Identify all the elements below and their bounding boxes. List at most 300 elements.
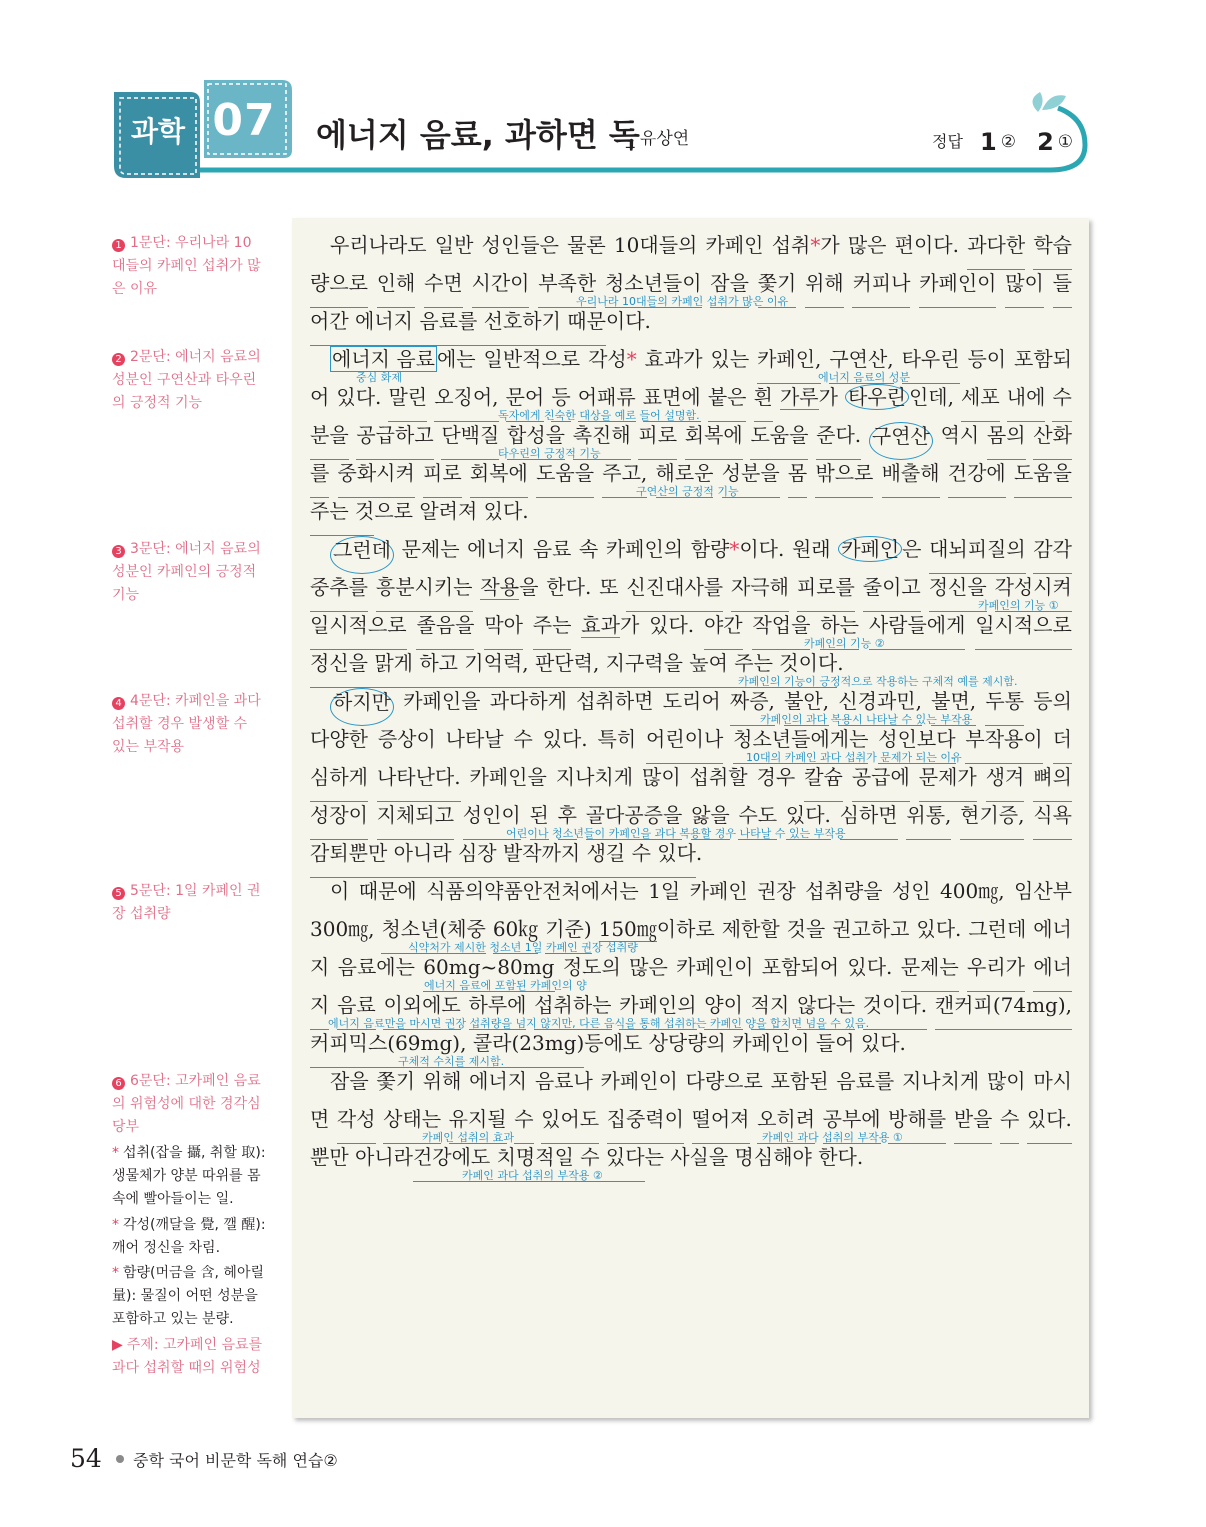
word: 원래	[791, 537, 831, 561]
word: 섭취할	[689, 765, 748, 789]
bullet-icon: 2	[112, 353, 125, 366]
answer-key	[932, 128, 1077, 156]
word: 마시	[1033, 1069, 1072, 1093]
bullet-icon: 3	[112, 545, 125, 558]
word: 등의	[1033, 689, 1072, 713]
passage	[310, 232, 1072, 1182]
underlined-word: 합성을	[507, 422, 565, 460]
underlined-word: 공급에	[852, 764, 910, 802]
word: 성인	[891, 879, 931, 903]
word-part: 가	[818, 385, 838, 409]
word: 특히	[597, 727, 637, 751]
underlined-word: 받을	[954, 1106, 993, 1144]
underlined-word: 된	[530, 802, 549, 840]
underlined-word: 섭취하는	[534, 992, 611, 1030]
word: .	[837, 651, 844, 675]
annotation: 10대의 카페인 과다 섭취가 문제가 되는 이유	[746, 751, 962, 764]
underlined-word: 문제가	[919, 764, 977, 802]
summary-text: 6문단: 고카페인 음료의 위험성에 대한 경각심 당부	[112, 1073, 261, 1135]
underlined-word: 작용	[480, 575, 520, 599]
underlined-word: 유지될	[449, 1106, 507, 1144]
underlined-word: 촉진해	[573, 422, 631, 460]
underlined-word: 도움을	[1014, 460, 1072, 498]
underlined-word: 어패류	[578, 384, 636, 422]
passage-line	[310, 384, 1072, 422]
underlined-word: 양이	[704, 992, 743, 1030]
underlined-word: 산화	[1033, 422, 1072, 460]
theme-note	[112, 1334, 268, 1380]
word: 일반	[434, 233, 474, 257]
vocab-note-3	[112, 1262, 268, 1331]
bullet-icon: 1	[112, 239, 125, 252]
underlined-word: 수도	[738, 802, 777, 840]
word: 제한할	[721, 917, 780, 941]
word: 과다하게	[489, 689, 567, 713]
underlined-word: 커피나	[852, 270, 910, 308]
word	[838, 536, 921, 574]
underlined-word: 60㎏	[493, 916, 538, 954]
underlined-word: 사람들에게	[869, 612, 966, 650]
underlined-word: 과다한	[967, 232, 1025, 270]
underlined-word: 야간	[704, 612, 743, 650]
underlined-word: 수	[1052, 384, 1071, 422]
underlined-word: 건강에	[948, 460, 1006, 498]
annotation: 카페인의 기능 ②	[804, 637, 885, 650]
annotation: 식약처가 제시한 청소년 1일 카페인 권장 섭취량	[408, 941, 638, 954]
word: 면	[310, 1107, 330, 1131]
underlined-word: 위통,	[906, 802, 951, 840]
word: 도리어	[662, 689, 721, 713]
asterisk-icon: *	[112, 1145, 119, 1161]
subject-tag: 과학	[130, 115, 186, 148]
annotation: 카페인 과다 섭취의 부작용 ①	[762, 1131, 903, 1144]
underlined-word: 지체되고	[377, 802, 454, 840]
word: 있다.	[649, 613, 695, 637]
word: 뿐만 아니라	[310, 1145, 413, 1169]
word: 지나치게	[555, 765, 634, 789]
word: 있다.	[916, 917, 962, 941]
underlined-word: 칼슘	[804, 764, 843, 802]
underlined-word: 중화시켜	[338, 460, 415, 498]
word: 정도의	[562, 955, 621, 979]
word: 편이다.	[894, 233, 959, 257]
word: 물론	[567, 233, 606, 257]
underlined-word: 피로를	[797, 574, 855, 612]
passage-line	[310, 751, 1072, 802]
underlined-word: 단백질	[441, 422, 499, 460]
underlined-word: 주는	[533, 612, 572, 650]
word: 우리나라도	[330, 233, 427, 257]
word: 지	[310, 955, 330, 979]
underlined-word: 학습	[1033, 232, 1072, 270]
book-title: 중학 국어 비문학 독해 연습②	[133, 1451, 338, 1470]
word	[691, 536, 785, 574]
underlined-word: 량으로	[310, 270, 368, 308]
word: 많은	[629, 955, 668, 979]
word: .	[695, 841, 703, 865]
circled-word: 그런데	[330, 536, 394, 574]
word: 많이	[642, 765, 681, 789]
word: 섭취하면	[576, 689, 654, 713]
paragraph-summary-1	[112, 232, 264, 301]
underlined-word: 골다공증을	[586, 802, 683, 840]
underlined-word: 내에	[1007, 384, 1046, 422]
underlined-word: 정신을	[929, 574, 987, 612]
word: 300㎎,	[310, 917, 375, 941]
word: 으로 알려져 있다.	[374, 499, 529, 523]
underlined-word: 일시적으로	[975, 612, 1072, 650]
circled-word: 타우린	[845, 384, 909, 410]
word: 위해	[422, 1069, 462, 1093]
note-text: 함량(머금을 含, 헤아릴 量): 물질이 어떤 성분을 포함하고 있는 분량.	[112, 1265, 265, 1327]
underlined-phrase: 어간 에너지 음료를 선호하기 때문	[310, 308, 606, 346]
underlined-word: 성분을	[722, 460, 780, 498]
answer-label: 정답	[932, 132, 963, 151]
word: 포함되	[1014, 347, 1072, 371]
underlined-word: 도움을	[750, 422, 808, 460]
passage-line	[310, 612, 1072, 650]
answer-q1: 1	[980, 128, 997, 156]
underlined-word: 문제는	[901, 954, 959, 992]
underlined-word: 불안,	[784, 688, 829, 726]
word: 다량으로	[685, 1069, 763, 1093]
underlined-word: 적지	[751, 992, 790, 1030]
vocab-note-2	[112, 1214, 268, 1260]
word-part: 이다.	[739, 537, 785, 561]
circled-word: 카페인	[838, 536, 902, 562]
word: 음료	[532, 537, 572, 561]
underlined-word: 가루	[779, 385, 819, 409]
word: 이다.	[605, 309, 651, 333]
underlined-word: 않다는	[797, 992, 855, 1030]
underlined-word: 기준)	[545, 916, 591, 954]
underlined-word: 생겨	[986, 764, 1025, 802]
annotation: 카페인의 기능이 긍정적으로 작용하는 구체적 예를 제시함.	[738, 675, 1018, 688]
underlined-word: 수면	[424, 270, 463, 308]
underlined-word: 구연산,	[829, 346, 893, 384]
word: 에너지	[469, 1069, 528, 1093]
note-text: 각성(깨달을 覺, 깰 醒): 깨어 정신을 차림.	[112, 1217, 266, 1256]
word: 문제는	[401, 537, 460, 561]
underlined-word: 분을	[310, 422, 349, 460]
word: 있다.	[542, 727, 588, 751]
word: 있다.	[847, 955, 893, 979]
underlined-word: 성인보다	[878, 726, 955, 764]
word: 카페인의	[605, 537, 684, 561]
answer-q2: 2	[1037, 128, 1054, 156]
bullet-icon: 6	[112, 1077, 125, 1090]
underlined-word: 음료	[337, 992, 376, 1030]
underlined-word: 준다.	[816, 422, 861, 460]
underlined-word: 몸	[788, 460, 807, 498]
vocab-note-1	[112, 1142, 268, 1211]
word-part: 함량	[690, 537, 730, 561]
word: 10대들의	[613, 233, 698, 257]
underlined-word: 불면,	[931, 688, 976, 726]
passage-line	[310, 232, 1072, 270]
word: 권장	[757, 879, 796, 903]
asterisk-icon: *	[112, 1265, 119, 1281]
word: 포함되어	[761, 955, 840, 979]
underlined-word: 등	[551, 384, 570, 422]
passage-line	[310, 1055, 1072, 1106]
underlined-word: 있다.	[1027, 1106, 1072, 1144]
paragraph-summary-4	[112, 690, 264, 759]
word: 권고하고	[832, 917, 910, 941]
underlined-word: 신경과민,	[838, 688, 922, 726]
underlined-word: 일시적으로	[310, 612, 407, 650]
header-decoration	[0, 0, 1206, 200]
answer-a2: ①	[1057, 132, 1074, 152]
underlined-word: 중추를	[310, 574, 368, 612]
word: 있다.	[336, 385, 382, 409]
word: 음료를	[836, 1069, 895, 1093]
underlined-word: 더	[1053, 726, 1072, 764]
underlined-word: 감각	[1033, 536, 1072, 574]
word: 임산부	[1014, 879, 1072, 903]
annotation: 에너지 음료의 성분	[818, 371, 911, 384]
underlined-word: 주고,	[602, 460, 647, 498]
word: 등에도 상당량의 카페인이 들어 있다.	[584, 1031, 906, 1055]
underlined-word: 있어도	[541, 1106, 599, 1144]
underlined-word: 심하게	[310, 764, 368, 802]
underlined-word: 60mg~80mg	[423, 954, 554, 992]
boxed-topic: 에너지 음료	[332, 347, 435, 371]
passage-line	[310, 650, 1072, 688]
asterisk-mark: *	[810, 233, 821, 257]
word: 그런데	[968, 917, 1027, 941]
triangle-icon: ▶	[112, 1337, 123, 1353]
word: 역시	[940, 423, 980, 447]
underlined-word: 방해를	[888, 1106, 946, 1144]
annotation: 카페인의 기능 ①	[978, 599, 1059, 612]
word: 섭취량을	[805, 879, 883, 903]
annotation: 구연산의 긍정적 기능	[636, 485, 739, 498]
underlined-word: 공급하고	[356, 422, 433, 460]
word: 에너지	[467, 537, 526, 561]
word: 지나치게	[901, 1069, 980, 1093]
underlined-word: 흥분시키는	[376, 574, 473, 612]
underlined-word: 피로	[423, 460, 462, 498]
word-part: 에는	[436, 347, 476, 371]
annotation: 카페인 섭취의 효과	[422, 1131, 515, 1144]
underlined-word: 청소년(체중	[381, 916, 485, 954]
word-part: 가	[619, 613, 640, 637]
underlined-word: 흰	[754, 384, 773, 422]
underlined-word: 오징어,	[434, 384, 498, 422]
word: 효과가	[644, 347, 703, 371]
underlined-word: 각성	[337, 1106, 376, 1144]
bullet-icon: 5	[112, 887, 125, 900]
lesson-number: 07	[212, 95, 276, 146]
underlined-word: 캔커피(74mg),	[935, 992, 1072, 1030]
word	[845, 384, 954, 422]
underlined-word: 타우린	[902, 346, 960, 384]
underlined-word: 후	[558, 802, 577, 840]
word	[588, 346, 637, 384]
word	[780, 384, 838, 422]
underlined-word: 위해	[805, 270, 844, 308]
word-part: 은	[902, 537, 922, 561]
underlined-word: 수	[514, 1106, 533, 1144]
word: 는 사실을 명심해야 한다.	[644, 1145, 864, 1169]
underlined-word: 쫓기	[758, 270, 797, 308]
underlined-word: 줄이고	[863, 574, 921, 612]
author: _ 유상연	[626, 129, 690, 149]
annotation: 중심 화제	[356, 371, 403, 384]
underlined-word: 표면에	[643, 384, 701, 422]
asterisk-mark: *	[729, 537, 740, 561]
asterisk-mark: *	[626, 347, 637, 371]
underlined-word: 지	[310, 992, 329, 1030]
word: 등이	[967, 347, 1007, 371]
page-header	[0, 0, 1206, 200]
underlined-word: 잠을	[710, 270, 749, 308]
summary-text: 5문단: 1일 카페인 권장 섭취량	[112, 883, 261, 922]
word: 때문에	[358, 879, 417, 903]
passage-line	[310, 460, 1072, 498]
word: 수	[513, 727, 533, 751]
circled-word: 하지만	[330, 688, 394, 726]
bullet-dot-icon	[116, 1455, 124, 1463]
passage-line	[310, 346, 1072, 384]
underlined-word: 식욕	[1033, 802, 1072, 840]
word: 많은	[847, 233, 887, 257]
annotation: 에너지 음료만을 마시면 권장 섭취량을 넘지 않지만, 다른 음식을 통해 섭취하는 카페인 양을 합치면 넘을 수 있음.	[328, 1017, 870, 1030]
passage-line	[310, 574, 1072, 612]
underlined-word: 있다.	[786, 802, 831, 840]
word: 다양한	[310, 727, 368, 751]
page-number: 54	[70, 1444, 102, 1473]
underlined-word: 짜증,	[730, 688, 775, 726]
paragraph-summary-5	[112, 880, 264, 926]
underlined-word: 회복에	[470, 460, 528, 498]
underlined-word: 청소년들에게는	[733, 726, 868, 764]
passage-line	[310, 536, 1072, 574]
underlined-word: 상태는	[383, 1106, 441, 1144]
annotation: 구체적 수치를 제시함.	[398, 1055, 505, 1068]
underlined-word: 이외에도	[383, 992, 460, 1030]
word: 음료나	[534, 1069, 593, 1093]
underlined-word: 공부에	[823, 1106, 881, 1144]
underlined-phrase: 커피믹스(69mg), 콜라(23mg)	[310, 1030, 584, 1068]
theme-text: 주제: 고카페인 음료를 과다 섭취할 때의 위험성	[112, 1337, 263, 1376]
word: 것을	[786, 917, 826, 941]
passage-line	[310, 422, 1072, 460]
word: 식품의약품안전처에서는	[426, 879, 639, 903]
underlined-word: 것이다.	[863, 992, 927, 1030]
underlined-word: 청소년들이	[605, 270, 702, 308]
word: 어	[310, 385, 330, 409]
annotation: 독자에게 친숙한 대상을 예로 들어 설명함.	[498, 409, 700, 422]
underlined-word: 인해	[377, 270, 416, 308]
summary-text: 4문단: 카페인을 과다 섭취할 경우 발생할 수 있는 부작용	[112, 693, 261, 755]
underlined-word: 에너	[1033, 954, 1072, 992]
passage-line	[310, 1131, 1072, 1182]
underlined-phrase: 감퇴뿐만 아니라 심장 발작까지 생길 수 있다	[310, 840, 696, 878]
underlined-word: 수	[1000, 1106, 1019, 1144]
underlined-word: 두통	[985, 688, 1024, 726]
word: 성인들은	[481, 233, 559, 257]
annotation: 에너지 음료에 포함된 카페인의 양	[424, 979, 587, 992]
word: 카페인을	[469, 765, 547, 789]
word: 경우	[756, 765, 796, 789]
word: 증상이	[377, 727, 436, 751]
underlined-word: 카페인의	[619, 992, 696, 1030]
underlined-word: 회복에	[685, 422, 743, 460]
summary-text: 2문단: 에너지 음료의 성분인 구연산과 타우린의 긍정적 기능	[112, 349, 261, 411]
word-part: 이하로	[656, 917, 715, 941]
word: 에너	[1033, 917, 1072, 941]
underlined-word: 도움을	[536, 460, 594, 498]
word: 카페인	[705, 233, 764, 257]
passage-line	[310, 827, 1072, 878]
word: 많이	[986, 1069, 1026, 1093]
underlined-word: 작업을	[752, 612, 810, 650]
word-part: 을	[519, 575, 539, 599]
word-part: 가	[820, 233, 840, 257]
underlined-word: 성장이	[310, 802, 368, 840]
underlined-word: 세포	[961, 384, 1000, 422]
underlined-word: 어린이나	[646, 726, 723, 764]
underlined-word: 문어	[506, 384, 545, 422]
word	[480, 574, 538, 612]
underlined-word: 많이	[1005, 270, 1044, 308]
asterisk-icon: *	[112, 1217, 119, 1233]
word: 1일	[648, 879, 681, 903]
passage-line	[310, 270, 1072, 308]
word	[581, 612, 639, 650]
word: 있는	[710, 347, 750, 371]
underlined-word: 나타난다.	[377, 764, 461, 802]
circled-word: 구연산	[869, 422, 933, 460]
underlined-word: 말린	[388, 384, 427, 422]
passage-line	[310, 498, 1072, 536]
word	[772, 232, 840, 270]
annotation: 카페인 과다 섭취의 부작용 ②	[462, 1169, 603, 1182]
word: 카페인이	[676, 955, 754, 979]
summary-text: 1문단: 우리나라 10대들의 카페인 섭취가 많은 이유	[112, 235, 261, 297]
word: 쫓기	[376, 1069, 416, 1093]
underlined-word: 붙은	[708, 384, 747, 422]
word	[330, 346, 476, 384]
underlined-phrase: 정신을 맑게 하고 기억력, 판단력, 지구력을 높여 주는 것이다	[310, 650, 837, 688]
word: 카페인을	[403, 689, 481, 713]
word: 또	[599, 575, 619, 599]
underlined-phrase: 건강에도 치명적일 수 있다	[413, 1144, 645, 1182]
underlined-word: 자극해	[731, 574, 789, 612]
underlined-word: 졸음을	[416, 612, 474, 650]
underlined-word: 카페인이	[919, 270, 996, 308]
underlined-word: 효과	[581, 613, 620, 637]
passage-line	[310, 308, 1072, 346]
underlined-word: 떨어져	[692, 1106, 750, 1144]
word: 카페인이	[600, 1069, 678, 1093]
word: 나타날	[445, 727, 504, 751]
bullet-icon: 4	[112, 697, 125, 710]
paragraph-summary-6	[112, 1070, 264, 1139]
underlined-word: 몸의	[987, 422, 1026, 460]
underlined-phrase: 주는 것	[310, 498, 374, 536]
word: 한다.	[546, 575, 592, 599]
summary-text: 3문단: 에너지 음료의 성분인 카페인의 긍정적 기능	[112, 541, 261, 603]
word: 음료에는	[337, 955, 415, 979]
underlined-word: 배출해	[882, 460, 940, 498]
underlined-word: 하는	[820, 612, 859, 650]
word-part: 각성	[588, 347, 627, 371]
paragraph-summary-2	[112, 346, 264, 415]
annotation: 어린이나 청소년들이 카페인을 과다 복용할 경우 나타날 수 있는 부작용	[506, 827, 846, 840]
